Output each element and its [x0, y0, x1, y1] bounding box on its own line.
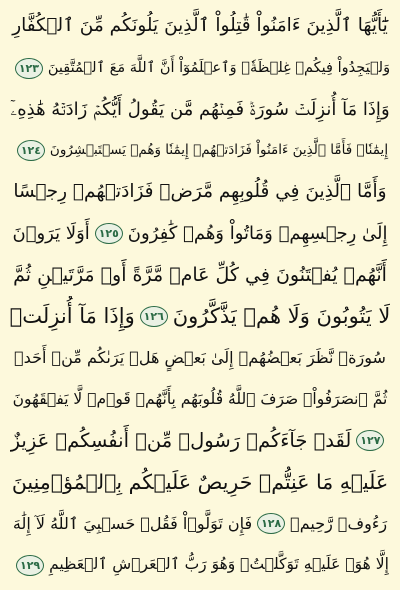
line-text: إِيمَٰنٗاۚ فَأَمَّا ٱلَّذِينَ ءَامَنُواْ فَزَادَتۡهُمۡ إِيمَٰنٗا وَهُمۡ يَسۡتَبۡشِرُونَ: [49, 142, 389, 159]
line-text: سُورَةٞ نَّظَرَ بَعۡضُهُمۡ إِلَىٰ بَعۡضٍ هَلۡ يَرَىٰكُم مِّنۡ أَحَدٖ: [14, 348, 386, 368]
ayah-number-marker: ١٢٧: [356, 430, 384, 451]
line-text: أَنَّهُمۡ يُفۡتَنُونَ فِي كُلِّ عَامٖ مَّرَّةً أَوۡ مَرَّتَيۡنِ ثُمَّ: [13, 263, 387, 286]
line-text-after-marker: فَإِن تَوَلَّوۡاْ فَقُلۡ حَسۡبِيَ ٱللَّهُ لَآ إِلَٰهَ: [12, 513, 253, 533]
line-text: وَإِذَا مَآ أُنزِلَتۡ سُورَةٞ فَمِنۡهُم مَّن يَقُولُ أَيُّكُمۡ زَادَتۡهُ هَٰذِهِۦٓ: [10, 98, 390, 120]
line-text: إِلَىٰ رِجۡسِهِمۡ وَمَاتُواْ وَهُمۡ كَٰفِرُونَ: [127, 222, 388, 244]
text-line: [10, 255, 390, 296]
text-line: [10, 544, 390, 585]
text-line: [10, 6, 390, 47]
ayah-number-marker: ١٢٩: [16, 555, 44, 576]
text-line: [10, 47, 390, 88]
text-line: [10, 296, 390, 337]
ayah-number-marker: ١٢٦: [140, 306, 168, 327]
line-text: وَأَمَّا ٱلَّذِينَ فِي قُلُوبِهِم مَّرَضٞ فَزَادَتۡهُمۡ رِجۡسًا: [13, 181, 387, 203]
line-text: ثُمَّ ٱنصَرَفُواْۚ صَرَفَ ٱللَّهُ قُلُوبَهُم بِأَنَّهُمۡ قَوۡمٞ لَّا يَفۡقَهُونَ: [12, 389, 388, 408]
text-line: [10, 213, 390, 254]
line-text-after-marker: لَقَدۡ جَآءَكُمۡ رَسُولٞ مِّنۡ أَنفُسِكُمۡ عَزِيزٌ: [10, 429, 352, 453]
text-line: [10, 130, 390, 171]
text-line: [10, 89, 390, 130]
line-text-after-marker: وَإِذَا مَآ أُنزِلَتۡ: [10, 304, 135, 329]
ayah-number-marker: ١٢٥: [95, 223, 123, 244]
text-line: [10, 462, 390, 503]
line-text: وَلۡيَجِدُواْ فِيكُمۡ غِلۡظَةٗۚ وَٱعۡلَمُوٓاْ أَنَّ ٱللَّهَ مَعَ ٱلۡمُتَّقِينَ: [47, 59, 390, 76]
line-text: عَلَيۡهِ مَا عَنِتُّمۡ حَرِيصٌ عَلَيۡكُم بِٱلۡمُؤۡمِنِينَ: [11, 470, 389, 495]
ayah-number-marker: ١٢٣: [15, 58, 43, 79]
line-text-after-marker: أَوَلَا يَرَوۡنَ: [12, 222, 90, 244]
line-text: إِلَّا هُوَۖ عَلَيۡهِ تَوَكَّلۡتُۖ وَهُوَ رَبُّ ٱلۡعَرۡشِ ٱلۡعَظِيمِ: [49, 555, 389, 574]
text-line: [10, 503, 390, 544]
text-line: [10, 172, 390, 213]
line-text: يَٰٓأَيُّهَا ٱلَّذِينَ ءَامَنُواْ قَٰتِلُواْ ٱلَّذِينَ يَلُونَكُم مِّنَ ٱلۡكُفَّارِ: [12, 15, 388, 37]
line-text: لَا يَتُوبُونَ وَلَا هُمۡ يَذَّكَّرُونَ: [172, 304, 390, 329]
text-line: [10, 337, 390, 378]
line-text: رَءُوفٞ رَّحِيمٞ: [290, 513, 388, 533]
text-line: [10, 420, 390, 461]
ayah-number-marker: ١٢٤: [17, 140, 45, 161]
verse-lines: [10, 6, 390, 586]
ayah-number-marker: ١٢٨: [257, 513, 285, 534]
text-line: [10, 379, 390, 420]
